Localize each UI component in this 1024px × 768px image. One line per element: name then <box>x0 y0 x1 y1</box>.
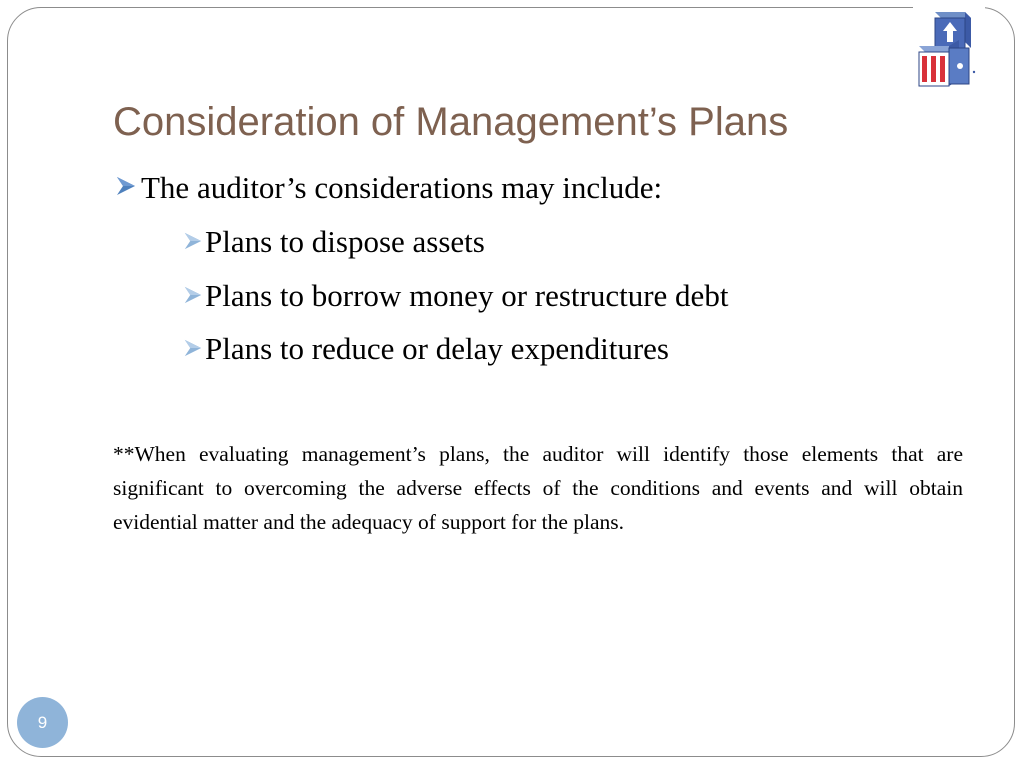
main-bullet-text: The auditor’s considerations may include: <box>141 170 663 205</box>
arrow-bullet-icon <box>183 330 203 366</box>
slide-title: Consideration of Management’s Plans <box>113 100 789 144</box>
sub-bullet-text: Plans to dispose assets <box>205 224 485 259</box>
arrow-bullet-icon <box>183 277 203 313</box>
sub-bullet-text: Plans to reduce or delay expenditures <box>205 331 669 366</box>
arrow-bullet-icon <box>183 223 203 259</box>
sub-bullet-text: Plans to borrow money or restructure debt <box>205 278 729 313</box>
page-number-badge: 9 <box>17 697 68 748</box>
stacked-blocks-logo-icon <box>913 0 985 93</box>
arrow-bullet-icon <box>115 169 137 205</box>
main-bullet <box>115 170 662 209</box>
sub-bullet <box>183 331 669 370</box>
note-paragraph: **When evaluating management’s plans, the auditor will identify those elements that are significant to overcoming the adverse effects of the conditions and events and will obtain evidential matter and the adequacy of support for the plans. <box>113 442 963 534</box>
sub-bullet <box>183 224 485 263</box>
sub-bullet <box>183 278 728 317</box>
